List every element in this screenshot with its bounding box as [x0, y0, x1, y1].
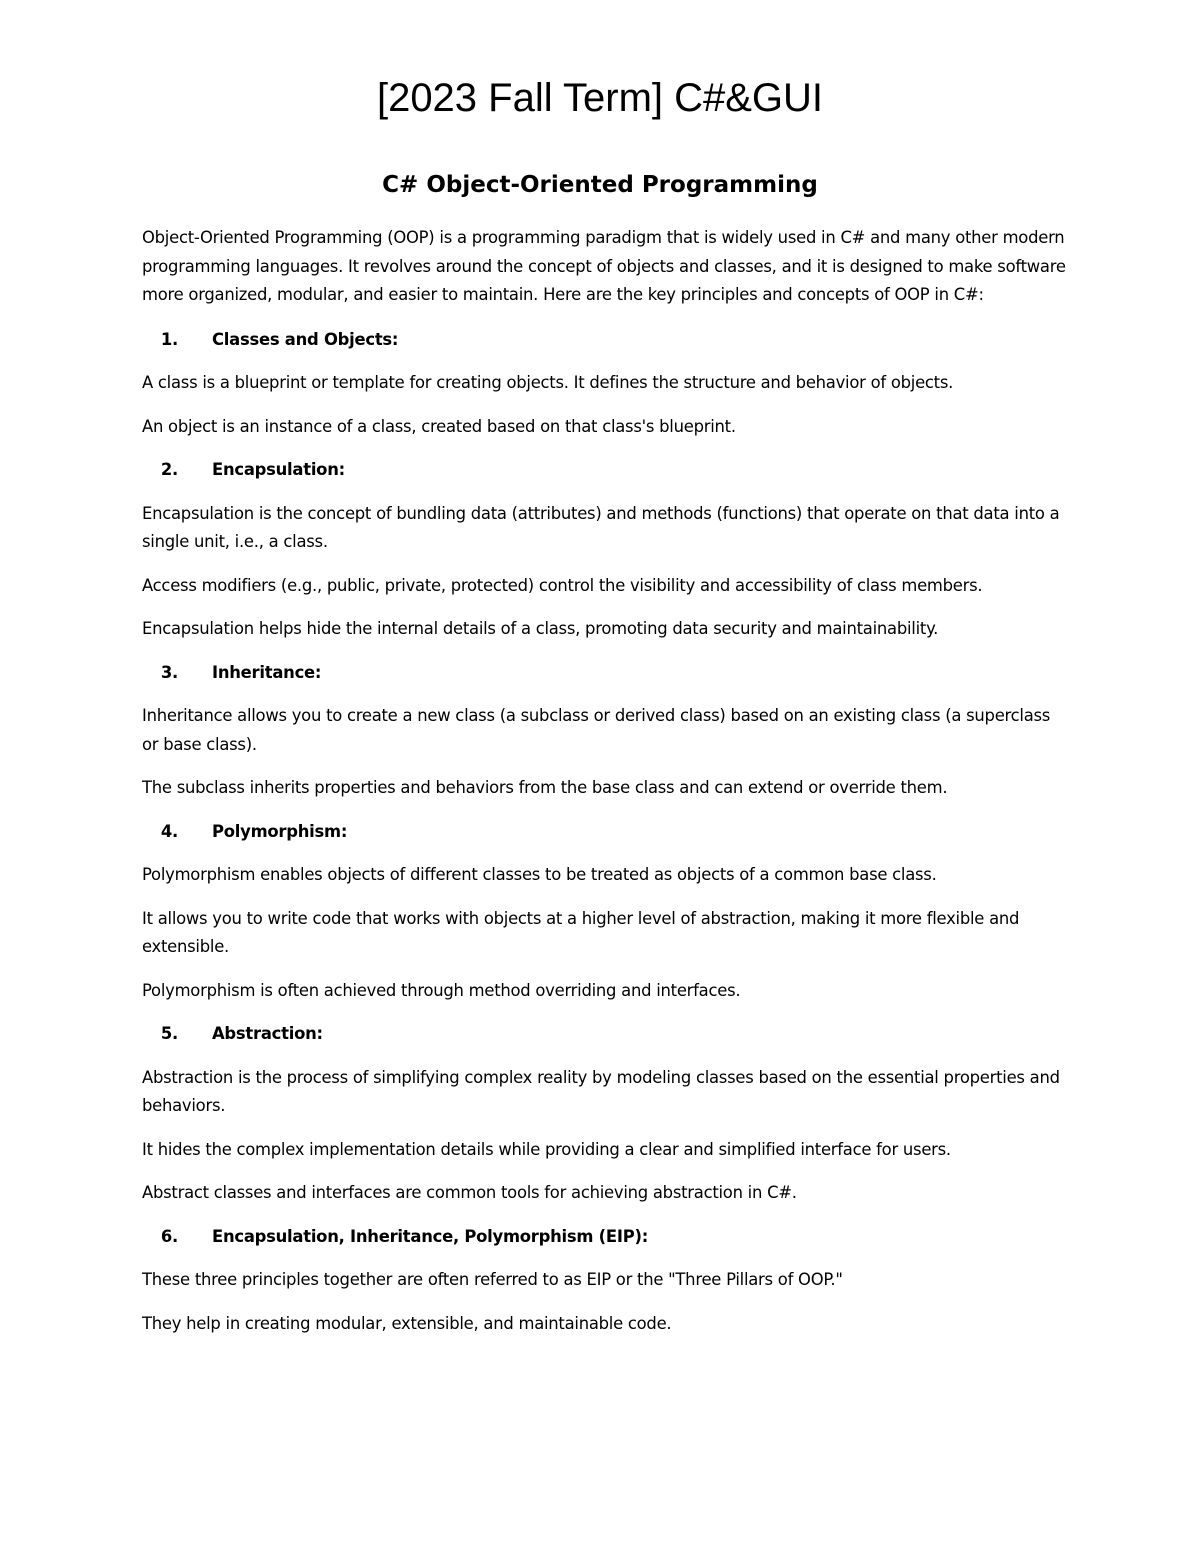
section-heading-eip: [142, 1223, 1067, 1252]
section-heading-classes-objects: [142, 326, 1067, 355]
document-body: [142, 224, 1067, 1353]
paragraph: An object is an instance of a class, created based on that class's blueprint.: [142, 416, 736, 436]
section-number: 4.: [160, 821, 178, 841]
paragraph: Abstraction is the process of simplifying complex reality by modeling classes based on the essential properties and behaviors.: [142, 1067, 1060, 1115]
section-number: 5.: [160, 1024, 178, 1043]
paragraph: It hides the complex implementation details while providing a clear and simplified interface for users.: [142, 1139, 951, 1159]
section-number: 1.: [160, 329, 178, 349]
section-title: Classes and Objects:: [212, 329, 399, 349]
section-heading-abstraction: [142, 1020, 1067, 1049]
paragraph: Polymorphism enables objects of different classes to be treated as objects of a common base class.: [142, 865, 937, 884]
paragraph: These three principles together are often referred to as EIP or the "Three Pillars of OOP.": [142, 1270, 843, 1289]
paragraph: It allows you to write code that works with objects at a higher level of abstraction, making it more flexible and extensible.: [142, 908, 1020, 956]
intro-paragraph: Object-Oriented Programming (OOP) is a programming paradigm that is widely used in C# and many other modern programming languages. It revolves around the concept of objects and classes, and it is designed to make software more organized, modular, and easier to maintain. Here are the key principles and concepts of OOP in C#:: [142, 228, 1066, 304]
document-subtitle: C# Object-Oriented Programming: [382, 172, 818, 198]
section-heading-polymorphism: [142, 818, 1067, 847]
paragraph: They help in creating modular, extensible, and maintainable code.: [142, 1313, 672, 1333]
section-title: Encapsulation, Inheritance, Polymorphism (EIP):: [212, 1226, 649, 1246]
paragraph: Polymorphism is often achieved through method overriding and interfaces.: [142, 980, 741, 1000]
section-number: 3.: [160, 662, 178, 682]
section-number: 6.: [160, 1226, 178, 1246]
paragraph: Encapsulation helps hide the internal details of a class, promoting data security and maintainability.: [142, 619, 939, 638]
paragraph: A class is a blueprint or template for creating objects. It defines the structure and behavior of objects.: [142, 373, 954, 392]
section-title: Inheritance:: [212, 662, 322, 682]
section-heading-inheritance: [142, 659, 1067, 688]
section-number: 2.: [160, 460, 178, 479]
section-title: Encapsulation:: [212, 460, 345, 479]
paragraph: Inheritance allows you to create a new class (a subclass or derived class) based on an existing class (a superclass or base class).: [142, 706, 1051, 754]
paragraph: The subclass inherits properties and behaviors from the base class and can extend or override them.: [142, 778, 948, 797]
document-title: [2023 Fall Term] C#&GUI: [376, 76, 824, 120]
paragraph: Abstract classes and interfaces are common tools for achieving abstraction in C#.: [142, 1183, 797, 1202]
paragraph: Encapsulation is the concept of bundling data (attributes) and methods (functions) that operate on that data into a single unit, i.e., a class.: [142, 503, 1060, 551]
paragraph: Access modifiers (e.g., public, private, protected) control the visibility and accessibility of class members.: [142, 575, 983, 595]
section-heading-encapsulation: [142, 456, 1067, 485]
section-title: Abstraction:: [212, 1024, 323, 1043]
section-title: Polymorphism:: [212, 821, 348, 841]
